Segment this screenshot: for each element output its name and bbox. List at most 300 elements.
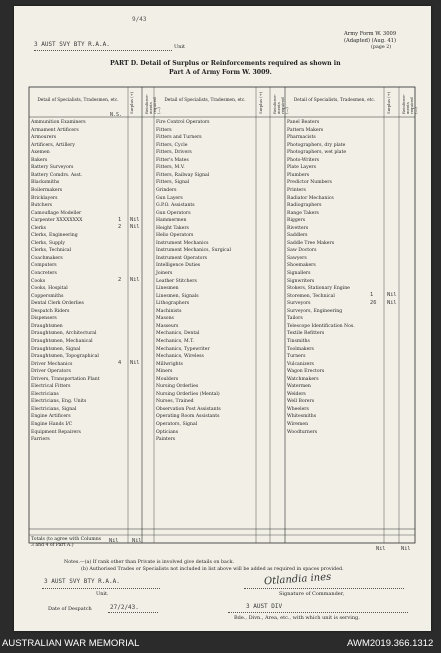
trade-name: Opticians: [156, 429, 179, 435]
trade-name: Vulcanizers: [287, 361, 314, 367]
trade-name: Instrument Mechanics, Surgical: [156, 248, 231, 254]
table-row: [31, 262, 127, 270]
trade-name: Instrument Mechanics: [156, 240, 209, 246]
table-row: [156, 429, 255, 437]
trade-name: Clerks: [31, 225, 47, 231]
reinforcement-value: Nil: [130, 216, 140, 223]
trade-name: Ammunition Examiners: [31, 120, 86, 125]
signoff-unit-underline: [42, 588, 160, 589]
table-row: [31, 232, 127, 240]
trade-name: Drivers, Transportation Plant: [31, 376, 100, 382]
table-row: [31, 391, 127, 399]
trade-name: Pattern Makers: [287, 127, 324, 133]
trade-name: Nursing Orderlies (Mental): [156, 391, 220, 397]
table-row: [156, 210, 255, 218]
archive-footer: [0, 634, 441, 653]
trade-name: Welders: [287, 391, 306, 397]
totals-col1-surplus: Nil: [109, 538, 119, 544]
trade-name: Saw Doctors: [287, 248, 317, 254]
trade-name: Driver Operators: [31, 369, 71, 375]
table-row: [287, 149, 383, 157]
table-row: [287, 164, 383, 172]
table-row: [31, 315, 127, 323]
table-row: [156, 247, 255, 255]
trade-name: Radiographers: [287, 203, 322, 209]
trade-name: Wagon Erectors: [287, 369, 325, 375]
table-row: [31, 338, 127, 346]
trade-name: Fitter's Mates: [156, 157, 189, 163]
trade-name: Driver Mechanics: [31, 361, 73, 367]
table-row: [156, 293, 255, 301]
trade-name: Artificers, Artillery: [31, 142, 75, 148]
table-row: [31, 278, 127, 286]
trade-name: Equipment Repairers: [31, 429, 81, 435]
trade-name: Fitters, Cycle: [156, 142, 188, 148]
signature-underline: [244, 588, 404, 589]
table-row: [31, 361, 127, 369]
trade-name: Draughtsmen: [31, 323, 63, 329]
table-row: [31, 202, 127, 210]
col2-req-header: Reinforce-ments required (—): [272, 94, 289, 114]
trade-name: Blacksmiths: [31, 180, 60, 186]
col2-surplus-header: Surplus (+): [258, 91, 263, 114]
table-row: [156, 315, 255, 323]
trade-name: Electricians, Signal: [31, 406, 77, 412]
signature-label: Signature of Commander,: [279, 591, 345, 597]
table-row: [156, 179, 255, 187]
table-row: [287, 353, 383, 361]
table-row: [287, 285, 383, 293]
trade-name: Coachmakers: [31, 255, 63, 261]
trade-name: Masseurs: [156, 323, 179, 329]
table-row: [287, 338, 383, 346]
bde-label: Bde., Divn., Area, etc., with which unit is serving.: [234, 615, 360, 621]
trade-name: Surveyors: [287, 301, 311, 307]
trade-name: Rivetters: [287, 225, 309, 231]
trade-name: Wheelers: [287, 406, 309, 412]
trade-name: Well Borers: [287, 399, 315, 405]
trade-name: Tailors: [287, 316, 303, 322]
trade-name: Nursing Orderlies: [156, 384, 199, 390]
surplus-value: 1: [118, 216, 122, 223]
trade-name: Shoemakers: [287, 263, 316, 269]
trade-name: Clerks, Supply: [31, 240, 66, 246]
totals-label-line1: Totals (to agree with Columns: [31, 537, 102, 542]
table-row: [156, 225, 255, 233]
table-row: [156, 398, 255, 406]
table-row: [287, 270, 383, 278]
table-row: [31, 164, 127, 172]
table-row: [156, 338, 255, 346]
table-row: [287, 172, 383, 180]
totals-col3-req: Nil: [401, 546, 411, 552]
trade-name: Linesmen, Signals: [156, 293, 199, 299]
table-row: [31, 308, 127, 316]
trade-name: Helio Operators: [156, 233, 194, 239]
table-row: [287, 376, 383, 384]
col3-req-header: Reinforce-ments required (—): [401, 94, 418, 114]
trade-name: Gun Layers: [156, 195, 183, 201]
table-row: [156, 330, 255, 338]
table-row: [31, 142, 127, 150]
table-row: [31, 210, 127, 218]
table-row: [31, 195, 127, 203]
table-row: [287, 398, 383, 406]
corner-mark: 9/43: [132, 16, 147, 23]
form-page-number: (page 2): [371, 45, 392, 50]
table-row: [156, 202, 255, 210]
trade-name: Engine Hands I/C: [31, 422, 73, 427]
trade-name: Saddlers: [287, 233, 308, 239]
surplus-value: 2: [118, 277, 122, 284]
surplus-value: 4: [118, 360, 122, 367]
table-row: [287, 255, 383, 263]
table-row: [31, 134, 127, 142]
table-row: [31, 346, 127, 354]
table-row: [156, 240, 255, 248]
trade-name: Operators, Signal: [156, 422, 198, 427]
trade-name: Draughtsmen, Signal: [31, 346, 81, 352]
table-row: [31, 293, 127, 301]
trade-name: Radiator Mechanics: [287, 195, 334, 201]
table-row: [287, 157, 383, 165]
table-row: [31, 383, 127, 391]
table-row: [287, 413, 383, 421]
table-row: [287, 278, 383, 286]
table-row: [31, 247, 127, 255]
trade-name: Operating Room Assistants: [156, 414, 220, 420]
trade-name: Moulders: [156, 376, 179, 382]
table-row: [31, 368, 127, 376]
note-b: (b) Authorised Trades or Specialists not included in list above will be added as required in spaces provided.: [81, 567, 344, 572]
despatch-date: 27/2/43.: [110, 604, 139, 611]
trade-name: Panel Beaters: [287, 120, 320, 125]
trade-name: Plate Layers: [287, 165, 316, 171]
table-row: [156, 164, 255, 172]
table-row: [287, 179, 383, 187]
col1-surplus-header: Surplus (+): [129, 91, 134, 114]
reinforcement-value: Nil: [387, 299, 397, 306]
trade-name: Storemen, Technical: [287, 293, 335, 299]
table-row: [156, 383, 255, 391]
trade-name: Hammermen: [156, 218, 187, 224]
table-row: [287, 262, 383, 270]
reinforcement-value: Nil: [130, 360, 140, 367]
trade-name: Cooks: [31, 278, 46, 284]
table-row: [287, 202, 383, 210]
trade-name: Sawyers: [287, 255, 307, 261]
table-row: [287, 361, 383, 369]
trade-name: Saddle Tree Makers: [287, 240, 335, 246]
table-row: [31, 225, 127, 233]
table-row: [31, 436, 127, 444]
trade-name: Fitters and Turners: [156, 135, 202, 141]
trade-name: Signallers: [287, 271, 311, 276]
trade-name: Draughtsmen, Topographical: [31, 354, 99, 360]
trade-name: Miners: [156, 369, 173, 375]
trade-name: Computers: [31, 263, 57, 269]
table-row: [287, 383, 383, 391]
table-row: [287, 391, 383, 399]
trade-name: Battery Comdrs. Asst.: [31, 172, 83, 178]
part-title-line1: PART D. Detail of Surplus or Reinforcements required as shown in: [110, 60, 341, 67]
table-row: [287, 406, 383, 414]
surplus-value: 26: [370, 299, 377, 306]
reinforcement-value: Nil: [387, 292, 397, 299]
table-row: [31, 255, 127, 263]
trade-name: Axemen: [31, 150, 50, 156]
trade-name: Clerks, Technical: [31, 248, 72, 254]
trade-name: Farriers: [31, 437, 50, 443]
col1-header: Detail of Specialists, Tradesmen, etc.: [37, 98, 119, 103]
trade-name: Concreters: [31, 271, 57, 276]
table-row: [287, 119, 383, 127]
trade-name: Dispensers: [31, 316, 57, 322]
table-row: [156, 278, 255, 286]
trade-name: Fitters, Railway Signal: [156, 172, 210, 178]
trade-name: Woodturners: [287, 429, 318, 435]
trade-name: Boilermakers: [31, 187, 63, 193]
table-row: [156, 376, 255, 384]
trade-name: Electricians, Eng. Units: [31, 399, 87, 405]
trade-name: Pharmacists: [287, 135, 316, 141]
table-row: [156, 172, 255, 180]
table-row: [31, 270, 127, 278]
col1-marker: N.S.: [110, 112, 123, 118]
trade-name: Draughtsmen, Mechanical: [31, 338, 93, 344]
table-row: [31, 353, 127, 361]
table-row: [156, 142, 255, 150]
trade-name: Toolmakers: [287, 346, 314, 352]
trade-name: Armament Artificers: [31, 127, 79, 133]
table-row: [287, 429, 383, 437]
table-row: [156, 285, 255, 293]
table-row: [156, 119, 255, 127]
col1-req-header: Reinforce-ments required (—): [144, 94, 161, 114]
trade-name: Leather Stitchers: [156, 278, 197, 284]
form-page: [14, 6, 431, 631]
table-row: [156, 217, 255, 225]
col3-surplus-header: Surplus (+): [386, 91, 391, 114]
col2-header: Detail of Specialists, Tradesmen, etc.: [164, 98, 246, 103]
table-row: [287, 315, 383, 323]
table-row: [156, 421, 255, 429]
table-row: [156, 157, 255, 165]
table-row: [31, 421, 127, 429]
trade-name: Mechanics, Dental: [156, 331, 200, 337]
trade-name: Butchers: [31, 203, 52, 209]
table-row: [156, 353, 255, 361]
trade-name: Clerks, Engineering: [31, 233, 78, 239]
table-row: [31, 285, 127, 293]
table-row: [287, 247, 383, 255]
table-row: [31, 413, 127, 421]
trade-name: Printers: [287, 187, 306, 193]
table-row: [156, 149, 255, 157]
table-row: [31, 187, 127, 195]
table-row: [31, 172, 127, 180]
unit-value: 3 AUST SVY BTY R.A.A.: [34, 41, 110, 48]
table-row: [31, 330, 127, 338]
table-row: [31, 217, 127, 225]
table-row: [287, 195, 383, 203]
trade-name: Intelligence Duties: [156, 263, 201, 269]
trade-name: Electrical Fitters: [31, 384, 71, 390]
trade-name: Mechanics, Wireless: [156, 354, 204, 360]
table-row: [31, 398, 127, 406]
table-row: [156, 368, 255, 376]
trade-name: Tinsmiths: [287, 338, 310, 344]
footer-accession: AWM2019.366.1312: [347, 638, 434, 649]
trade-name: Bakers: [31, 157, 48, 163]
table-row: [287, 300, 383, 308]
trade-name: Mechanics, Typewriter: [156, 346, 210, 352]
table-row: [156, 262, 255, 270]
trade-name: Wiremen: [287, 422, 309, 427]
trade-name: Battery Surveyors: [31, 165, 74, 171]
reinforcement-value: Nil: [130, 224, 140, 231]
table-row: [156, 195, 255, 203]
trade-name: G.P.O. Assistants: [156, 203, 195, 209]
table-row: [287, 210, 383, 218]
table-row: [31, 300, 127, 308]
bde-underline: [228, 612, 408, 613]
table-row: [287, 346, 383, 354]
totals-col3-surplus: Nil: [376, 546, 386, 552]
table-row: [156, 436, 255, 444]
table-row: [287, 134, 383, 142]
trade-name: Fire Control Operators: [156, 120, 210, 125]
despatch-label: Date of Despatch: [48, 606, 92, 612]
trade-name: Fitters, M.V.: [156, 165, 185, 171]
table-row: [287, 308, 383, 316]
table-row: [156, 255, 255, 263]
table-row: [156, 406, 255, 414]
trade-name: Grinders: [156, 187, 177, 193]
trade-name: Camouflage Modeller: [31, 210, 82, 216]
table-row: [156, 346, 255, 354]
table-row: [31, 119, 127, 127]
trade-name: Joiners: [156, 271, 173, 276]
trade-name: Photo-Writers: [287, 157, 320, 163]
form-adapted: (Adapted) (Aug. 41): [344, 38, 397, 44]
table-row: [287, 293, 383, 301]
trade-name: Height Takers: [156, 225, 189, 231]
part-title-line2: Part A of Army Form W. 3009.: [169, 69, 272, 76]
table-row: [287, 330, 383, 338]
signoff-unit-value: 3 AUST SVY BTY R.A.A.: [44, 578, 120, 585]
table-row: [287, 323, 383, 331]
form-title: Army Form W. 3009: [344, 31, 397, 37]
trade-name: Predictor Numbers: [287, 180, 332, 186]
table-row: [31, 127, 127, 135]
trade-name: Lithographers: [156, 301, 190, 307]
trade-name: Machinists: [156, 308, 182, 314]
trade-name: Photographers, wet plate: [287, 150, 347, 156]
trade-name: Whitesmiths: [287, 414, 317, 420]
despatch-underline: [108, 612, 158, 613]
trade-name: Riggers: [287, 218, 306, 224]
trade-name: Watchmakers: [287, 376, 319, 382]
trade-name: Textile Refitters: [287, 331, 325, 337]
totals-col1-req: Nil: [132, 538, 142, 544]
trade-name: Linesmen: [156, 286, 179, 292]
trade-name: Surveyors, Engineering: [287, 308, 343, 314]
table-row: [31, 149, 127, 157]
trade-name: Observation Post Assistants: [156, 406, 221, 412]
unit-label: Unit: [174, 44, 186, 50]
table-row: [156, 361, 255, 369]
table-row: [287, 232, 383, 240]
table-row: [156, 127, 255, 135]
table-row: [287, 217, 383, 225]
trade-name: Bricklayers: [31, 195, 58, 201]
table-row: [156, 413, 255, 421]
table-row: [31, 179, 127, 187]
note-a: Notes.—(a) If rank other than Private is involved give details on back.: [64, 560, 235, 565]
table-row: [31, 323, 127, 331]
table-row: [31, 429, 127, 437]
col3-header: Detail of Specialists, Tradesmen, etc.: [293, 98, 376, 103]
trade-name: Photographers, dry plate: [287, 142, 346, 148]
table-row: [287, 187, 383, 195]
table-row: [287, 225, 383, 233]
table-row: [287, 421, 383, 429]
table-row: [31, 157, 127, 165]
trade-name: Fitters: [156, 127, 172, 133]
trade-name: Turners: [287, 354, 306, 360]
trade-name: Instrument Operators: [156, 255, 207, 261]
totals-label-line2: 3 and 4 of Part A.): [31, 543, 74, 548]
trade-name: Masons: [156, 316, 174, 322]
trade-name: Electricians: [31, 391, 59, 397]
signoff-unit-label: Unit.: [96, 591, 109, 597]
trade-name: Telescope Identification Nos.: [287, 323, 355, 329]
table-row: [31, 406, 127, 414]
trade-name: Fitters, Drivers: [156, 150, 192, 156]
commander-signature: Otlandia ines: [263, 571, 332, 588]
surplus-value: 2: [118, 224, 122, 231]
bde-value: 3 AUST DIV: [246, 603, 283, 610]
trade-name: Mechanics, M.T.: [156, 338, 194, 344]
trade-name: Draughtsmen, Architectural: [31, 331, 97, 337]
trade-name: Cooks, Hospital: [31, 286, 68, 292]
trade-name: Gun Operators: [156, 210, 191, 216]
trade-name: Armourers: [31, 135, 57, 141]
table-row: [287, 240, 383, 248]
trade-name: Signwriters: [287, 278, 315, 284]
table-row: [287, 127, 383, 135]
reinforcement-value: Nil: [130, 277, 140, 284]
table-row: [287, 142, 383, 150]
trade-name: Painters: [156, 437, 176, 443]
trade-name: Watermen: [287, 384, 311, 390]
table-row: [156, 391, 255, 399]
table-row: [287, 368, 383, 376]
trade-name: Nurses, Trained: [156, 399, 194, 405]
table-row: [156, 187, 255, 195]
trade-name: Despatch Riders: [31, 308, 70, 314]
table-row: [156, 232, 255, 240]
table-row: [31, 240, 127, 248]
table-row: [156, 308, 255, 316]
trade-name: Plumbers: [287, 172, 310, 178]
trade-name: Carpenter XXXXXXXX: [31, 218, 83, 224]
table-row: [31, 376, 127, 384]
trade-name: Range Takers: [287, 210, 319, 216]
trade-name: Engine Artificers: [31, 414, 71, 420]
table-row: [156, 270, 255, 278]
